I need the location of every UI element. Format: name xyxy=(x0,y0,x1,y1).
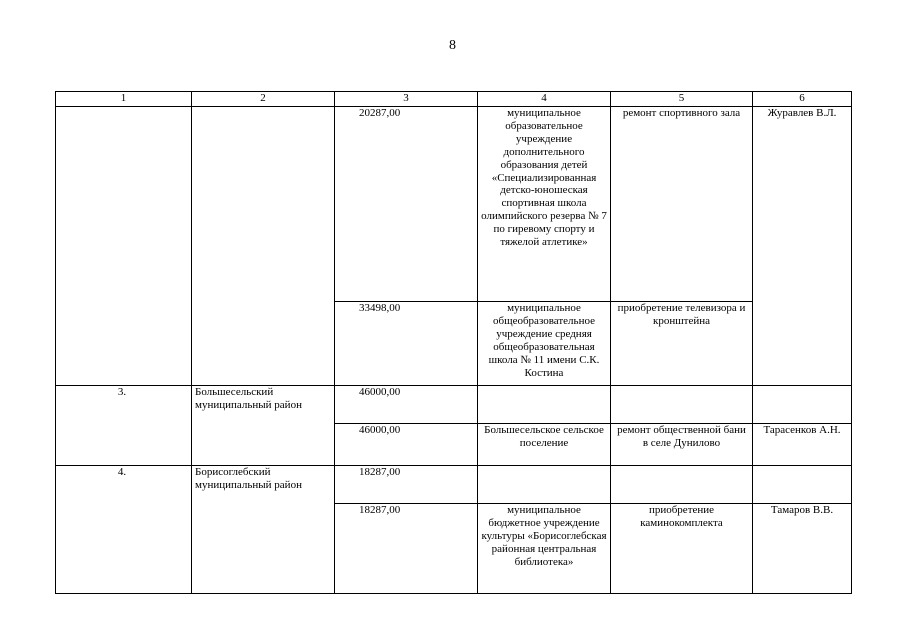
column-header-3: 3 xyxy=(335,92,478,107)
amount-cell: 18287,00 xyxy=(335,466,478,504)
responsible-cell: Тарасенков А.Н. xyxy=(753,424,852,466)
header-row xyxy=(56,92,852,107)
recipient-cell: муниципальное образовательное учреждение дополнительного образования детей «Специализированная детско-юношеская спортивная школа олимпийского резерва № 7 по гиревому спорту и тяжелой атлетике» xyxy=(478,107,611,302)
recipient-cell xyxy=(478,386,611,424)
column-header-5: 5 xyxy=(611,92,753,107)
district-cell xyxy=(192,107,335,386)
index-cell: 3. xyxy=(56,386,192,466)
amount-cell: 18287,00 xyxy=(335,504,478,594)
amount-cell: 46000,00 xyxy=(335,424,478,466)
column-header-1: 1 xyxy=(56,92,192,107)
index-cell: 4. xyxy=(56,466,192,594)
district-cell: Борисоглебский муниципальный район xyxy=(192,466,335,594)
recipient-cell: муниципальное бюджетное учреждение культуры «Борисоглебская районная центральная библиотека» xyxy=(478,504,611,594)
purpose-cell xyxy=(611,386,753,424)
recipient-cell xyxy=(478,466,611,504)
amount-cell: 46000,00 xyxy=(335,386,478,424)
table-row xyxy=(56,466,852,504)
purpose-cell: приобретение телевизора и кронштейна xyxy=(611,302,753,386)
page-number: 8 xyxy=(449,38,456,53)
recipient-cell: муниципальное общеобразовательное учреждение средняя общеобразовательная школа № 11 имени С.К. Костина xyxy=(478,302,611,386)
purpose-cell: приобретение каминокомплекта xyxy=(611,504,753,594)
responsible-cell: Тамаров В.В. xyxy=(753,504,852,594)
purpose-cell xyxy=(611,466,753,504)
responsible-cell xyxy=(753,466,852,504)
table-row xyxy=(56,386,852,424)
purpose-cell: ремонт общественной бани в селе Дунилово xyxy=(611,424,753,466)
recipient-cell: Большесельское сельское поселение xyxy=(478,424,611,466)
amount-cell: 20287,00 xyxy=(335,107,478,302)
column-header-6: 6 xyxy=(753,92,852,107)
index-cell xyxy=(56,107,192,386)
column-header-4: 4 xyxy=(478,92,611,107)
responsible-cell: Журавлев В.Л. xyxy=(753,107,852,386)
amount-cell: 33498,00 xyxy=(335,302,478,386)
purpose-cell: ремонт спортивного зала xyxy=(611,107,753,302)
table-row xyxy=(56,107,852,302)
column-header-2: 2 xyxy=(192,92,335,107)
allocation-table xyxy=(55,91,852,594)
district-cell: Большесельский муниципальный район xyxy=(192,386,335,466)
responsible-cell xyxy=(753,386,852,424)
